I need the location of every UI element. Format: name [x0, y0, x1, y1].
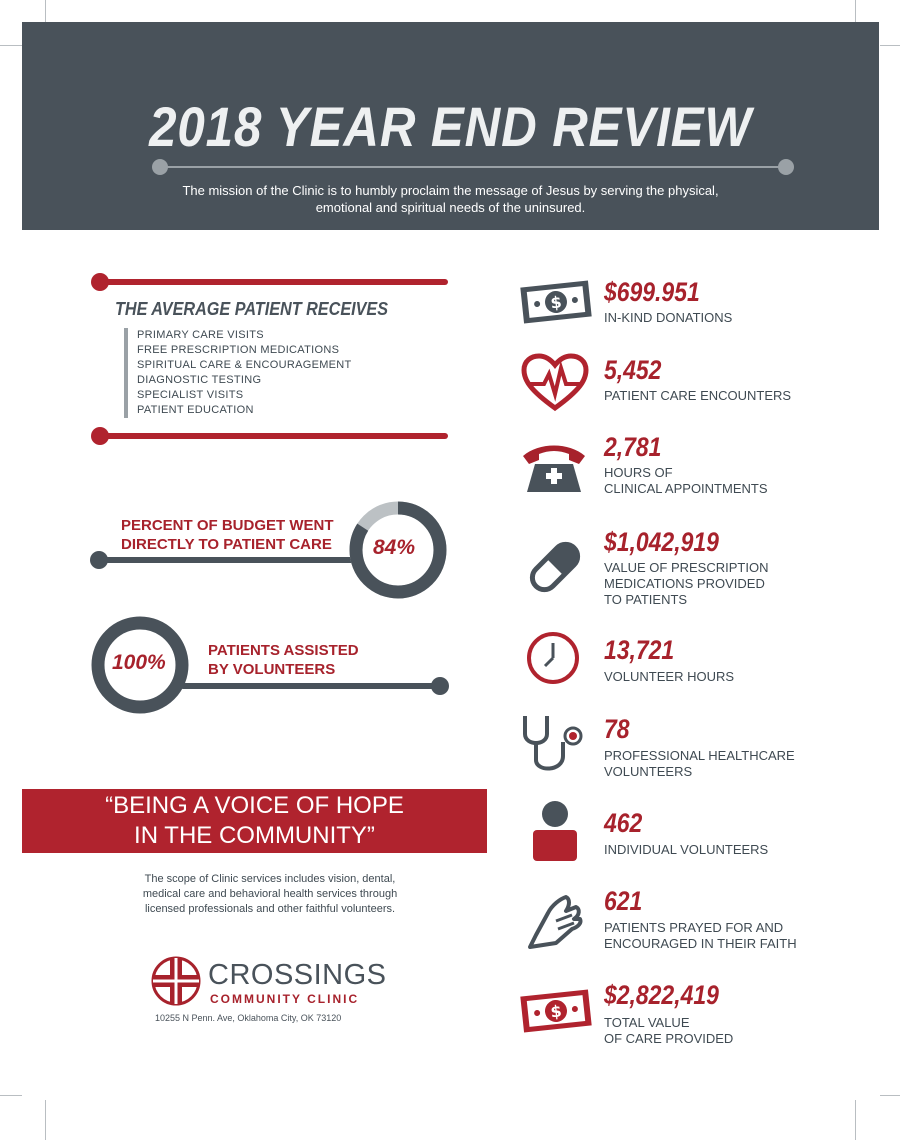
volunteers-label: PATIENTS ASSISTED BY VOLUNTEERS [208, 642, 359, 678]
phone-icon [519, 440, 589, 496]
average-patient-heading: THE AVERAGE PATIENT RECEIVES [115, 299, 389, 319]
bar-dot [431, 677, 449, 695]
budget-value: 84% [373, 536, 416, 559]
red-divider [100, 279, 448, 285]
crop-mark [0, 1095, 22, 1096]
stat-value: 2,781 [604, 432, 662, 462]
stat-label: TOTAL VALUE OF CARE PROVIDED [604, 1015, 734, 1046]
praying-hands-icon [526, 893, 586, 953]
volunteers-value: 100% [112, 651, 166, 674]
clock-icon [525, 630, 581, 686]
header-divider [158, 166, 786, 168]
stethoscope-icon [517, 712, 587, 778]
gray-divider [180, 683, 440, 689]
money-icon [518, 986, 594, 1036]
stat-value: $1,042,919 [604, 527, 719, 557]
stat-value: 621 [604, 886, 643, 916]
crop-mark [45, 0, 46, 22]
address: 10255 N Penn. Ave, Oklahoma City, OK 73120 [155, 1013, 342, 1023]
cross-logo-icon [150, 955, 202, 1007]
svg-text:$: $ [549, 1001, 563, 1022]
stat-label: PROFESSIONAL HEALTHCARE VOLUNTEERS [604, 748, 795, 779]
stat-value: 5,452 [604, 355, 662, 385]
stat-label: IN-KIND DONATIONS [604, 310, 733, 325]
svg-text:$: $ [549, 292, 563, 313]
list-item: SPIRITUAL CARE & ENCOURAGEMENT [137, 359, 352, 371]
red-divider [100, 433, 448, 439]
scope-text: The scope of Clinic services includes vision, dental, medical care and behavioral health services through licensed professionals and other faithful volunteers. [142, 873, 398, 915]
header-divider-dot [778, 159, 794, 175]
stat-label: HOURS OF CLINICAL APPOINTMENTS [604, 465, 768, 496]
average-patient-list [124, 328, 352, 418]
logo-name: CROSSINGS [208, 959, 387, 991]
gray-divider [99, 557, 369, 563]
logo-subtitle: COMMUNITY CLINIC [210, 992, 360, 1006]
page-title: 2018 YEAR END REVIEW [149, 95, 752, 158]
stat-label: INDIVIDUAL VOLUNTEERS [604, 842, 769, 857]
crop-mark [855, 0, 856, 22]
header-banner [22, 22, 879, 230]
crop-mark [880, 45, 900, 46]
crop-mark [855, 1100, 856, 1140]
money-icon [518, 278, 594, 326]
person-icon [530, 800, 580, 862]
list-item: PATIENT EDUCATION [137, 404, 254, 416]
list-item: PRIMARY CARE VISITS [137, 329, 264, 341]
mission-statement: The mission of the Clinic is to humbly proclaim the message of Jesus by serving the physical, emotional and spiritual needs of the uninsured. [182, 183, 719, 215]
crop-mark [45, 1100, 46, 1140]
quote-banner: “BEING A VOICE OF HOPE IN THE COMMUNITY” [22, 789, 487, 853]
stat-value: 13,721 [604, 635, 675, 665]
stat-value: $2,822,419 [604, 980, 719, 1010]
list-item: FREE PRESCRIPTION MEDICATIONS [137, 344, 340, 356]
budget-label: PERCENT OF BUDGET WENT DIRECTLY TO PATIENT CARE [121, 517, 334, 553]
list-item: SPECIALIST VISITS [137, 389, 244, 401]
crop-mark [880, 1095, 900, 1096]
header-divider-dot [152, 159, 168, 175]
stat-label: VOLUNTEER HOURS [604, 669, 735, 684]
stat-label: PATIENTS PRAYED FOR AND ENCOURAGED IN THEIR FAITH [604, 920, 797, 951]
list-item: DIAGNOSTIC TESTING [137, 374, 262, 386]
stat-value: 78 [604, 714, 630, 744]
crop-mark [0, 45, 22, 46]
stat-value: $699.951 [604, 277, 700, 307]
stat-label: VALUE OF PRESCRIPTION MEDICATIONS PROVIDED TO PATIENTS [604, 560, 769, 607]
stat-label: PATIENT CARE ENCOUNTERS [604, 388, 792, 403]
heart-icon [520, 352, 590, 414]
stat-value: 462 [604, 808, 643, 838]
pill-icon [525, 537, 585, 597]
